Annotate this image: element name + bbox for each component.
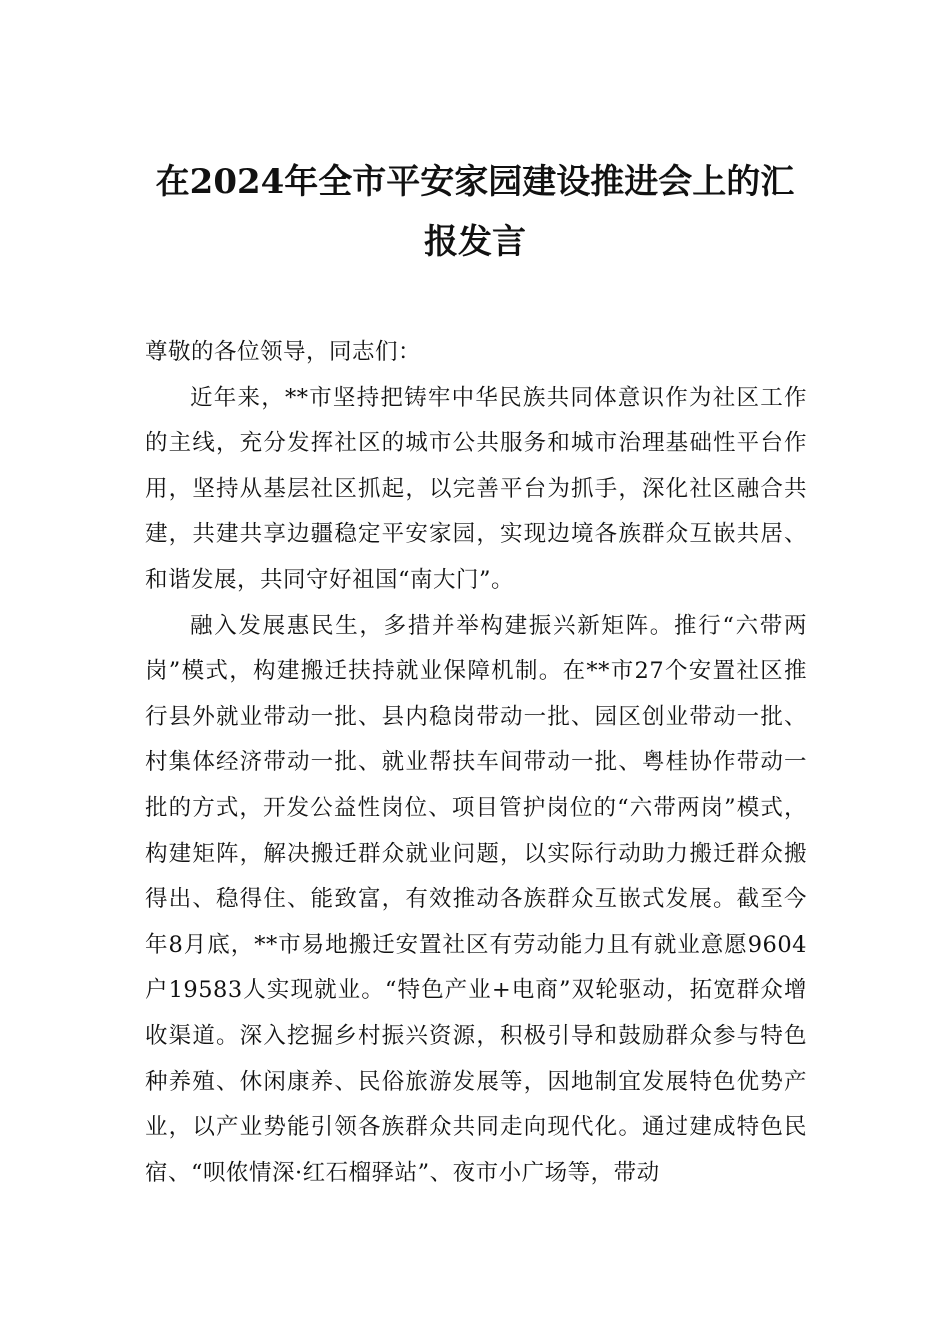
- paragraph-development: 融入发展惠民生，多措并举构建振兴新矩阵。推行“六带两岗”模式，构建搬迁扶持就业保障机制。在**市27个安置社区推行县外就业带动一批、县内稳岗带动一批、园区创业带动一批、村集体经济带动一批、就业帮扶车间带动一批、粤桂协作带动一批的方式，开发公益性岗位、项目管护岗位的“六带两岗”模式，构建矩阵，解决搬迁群众就业问题，以实际行动助力搬迁群众搬得出、稳得住、能致富，有效推动各族群众互嵌式发展。截至今年8月底，**市易地搬迁安置社区有劳动能力且有就业意愿9604户19583人实现就业。“特色产业+电商”双轮驱动，拓宽群众增收渠道。深入挖掘乡村振兴资源，积极引导和鼓励群众参与特色种养殖、休闲康养、民俗旅游发展等，因地制宜发展特色优势产业，以产业势能引领各族群众共同走向现代化。通过建成特色民宿、“呗侬情深·红石榴驿站”、夜市小广场等，带动: [145, 612, 807, 1186]
- document-title: 在2024年全市平安家园建设推进会上的汇报发言: [155, 162, 795, 262]
- document-body: [145, 330, 807, 1196]
- paragraph-intro: 近年来，**市坚持把铸牢中华民族共同体意识作为社区工作的主线，充分发挥社区的城市公共服务和城市治理基础性平台作用，坚持从基层社区抓起，以完善平台为抓手，深化社区融合共建，共建共享边疆稳定平安家园，实现边境各族群众互嵌共居、和谐发展，共同守好祖国“南大门”。: [145, 384, 807, 593]
- salutation: 尊敬的各位领导，同志们：: [145, 339, 422, 365]
